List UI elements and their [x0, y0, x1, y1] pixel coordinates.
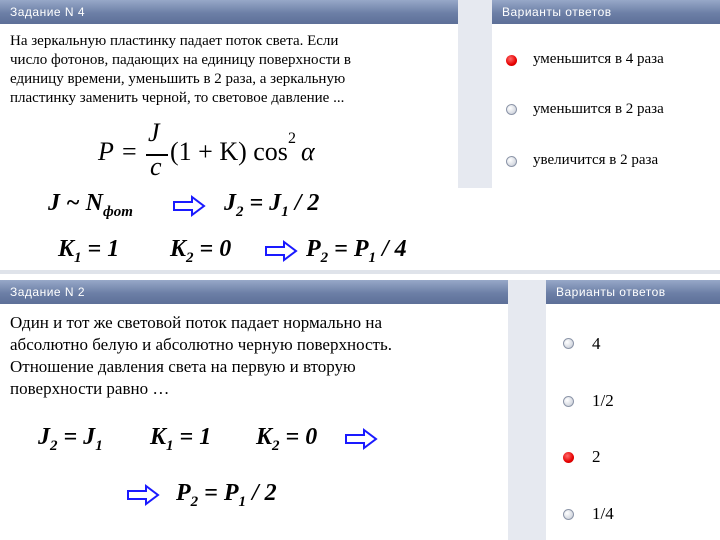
solution-text: P [176, 480, 191, 506]
task2-header-text: Задание N 2 [10, 285, 86, 299]
solution-sub: 1 [281, 203, 289, 220]
solution-sub: 2 [272, 437, 280, 454]
task2-top-rule [0, 270, 720, 274]
solution-sub: 2 [186, 249, 194, 266]
solution-sub: 2 [190, 493, 199, 510]
task2-arrow-2-icon [126, 484, 160, 506]
solution-text: / 2 [246, 480, 277, 506]
solution-sub: фот [103, 203, 133, 220]
task1-answers-header-text: Варианты ответов [502, 5, 612, 19]
formula-power: 2 [288, 130, 296, 147]
task1-answer-radio-2[interactable] [506, 104, 517, 115]
task2-answer-radio-1[interactable] [563, 338, 574, 349]
task1-solution-k1 [58, 236, 119, 267]
solution-text: = P [328, 236, 369, 262]
solution-sub: 1 [95, 437, 103, 454]
solution-text: = J [57, 424, 96, 450]
task1-divider-strip [458, 0, 492, 188]
solution-text: J [224, 190, 236, 216]
solution-sub: 2 [236, 203, 244, 220]
formula-eq: = [122, 137, 137, 166]
task2-question-line: абсолютно белую и абсолютно черную поверхность. [10, 335, 392, 354]
task2-solution-p [176, 480, 277, 511]
task2-arrow-1-icon [344, 428, 378, 450]
solution-text: / 2 [288, 190, 320, 216]
task2-answer-radio-4[interactable] [563, 509, 574, 520]
solution-text: K [256, 424, 273, 450]
solution-text: K [58, 236, 75, 262]
task1-answer-radio-1[interactable] [506, 55, 517, 66]
task1-arrow-1-icon [172, 195, 206, 217]
solution-text: / 4 [376, 236, 407, 262]
solution-text: = 0 [193, 236, 232, 262]
formula-lhs: P [98, 137, 114, 166]
solution-sub: 2 [320, 249, 329, 266]
solution-sub: 2 [50, 437, 58, 454]
solution-text: P [306, 236, 321, 262]
task1-answer-label-3[interactable]: увеличится в 2 раза [533, 152, 659, 168]
solution-text: = P [198, 480, 239, 506]
task1-solution-j-ratio [224, 190, 319, 221]
solution-text: = J [243, 190, 282, 216]
task2-solution-k2 [256, 424, 317, 455]
task1-question-line: На зеркальную пластинку падает поток света. Если [10, 33, 339, 49]
task2-answer-label-2[interactable]: 1/2 [592, 391, 614, 410]
solution-text: J [38, 424, 50, 450]
task1-solution-k2 [170, 236, 231, 267]
task1-answer-label-1[interactable]: уменьшится в 4 раза [533, 51, 664, 67]
task1-question-line: пластинку заменить черной, то световое давление ... [10, 90, 345, 106]
formula-den: c [150, 152, 162, 181]
solution-sub: 1 [166, 437, 174, 454]
task1-answer-label-2[interactable]: уменьшится в 2 раза [533, 101, 664, 117]
task2-question-line: поверхности равно … [10, 379, 170, 398]
task1-solution-proportional [48, 190, 133, 221]
task1-answers-header [492, 0, 720, 24]
task1-answer-radio-3[interactable] [506, 156, 517, 167]
formula-alpha: α [301, 137, 315, 166]
solution-sub: 1 [74, 249, 82, 266]
task2-question-line: Отношение давления света на первую и вторую [10, 357, 356, 376]
task1-solution-p [306, 236, 407, 267]
solution-text: J ~ N [48, 190, 104, 216]
task2-answer-label-1[interactable]: 4 [592, 334, 601, 353]
task2-answer-radio-2[interactable] [563, 396, 574, 407]
formula-num: J [148, 118, 160, 147]
task2-answers-header-text: Варианты ответов [556, 285, 666, 299]
solution-text: K [170, 236, 187, 262]
solution-sub: 1 [368, 249, 377, 266]
solution-text: = 0 [279, 424, 318, 450]
task1-question-line: число фотонов, падающих на единицу поверхности в [10, 52, 352, 68]
task2-divider-strip [508, 280, 546, 540]
formula-factor: (1 + K) cos [170, 137, 288, 166]
task2-header [0, 280, 508, 304]
solution-text: = 1 [81, 236, 120, 262]
task1-header-text: Задание N 4 [10, 5, 86, 19]
task2-question [10, 312, 505, 400]
task1-question-line: единицу времени, уменьшить в 2 раза, а зеркальную [10, 71, 346, 87]
task2-answer-radio-3[interactable] [563, 452, 574, 463]
task1-arrow-2-icon [264, 240, 298, 262]
task2-solution-j [38, 424, 103, 455]
task2-answer-label-4[interactable]: 1/4 [592, 504, 614, 523]
task2-answer-label-3[interactable]: 2 [592, 447, 601, 466]
solution-text: = 1 [173, 424, 212, 450]
task2-solution-k1 [150, 424, 211, 455]
solution-text: K [150, 424, 167, 450]
solution-sub: 1 [238, 493, 247, 510]
task2-question-line: Один и тот же световой поток падает нормально на [10, 313, 383, 332]
task1-question [10, 32, 450, 108]
task1-header [0, 0, 458, 24]
task2-answers-header [546, 280, 720, 304]
task1-formula [98, 118, 338, 184]
